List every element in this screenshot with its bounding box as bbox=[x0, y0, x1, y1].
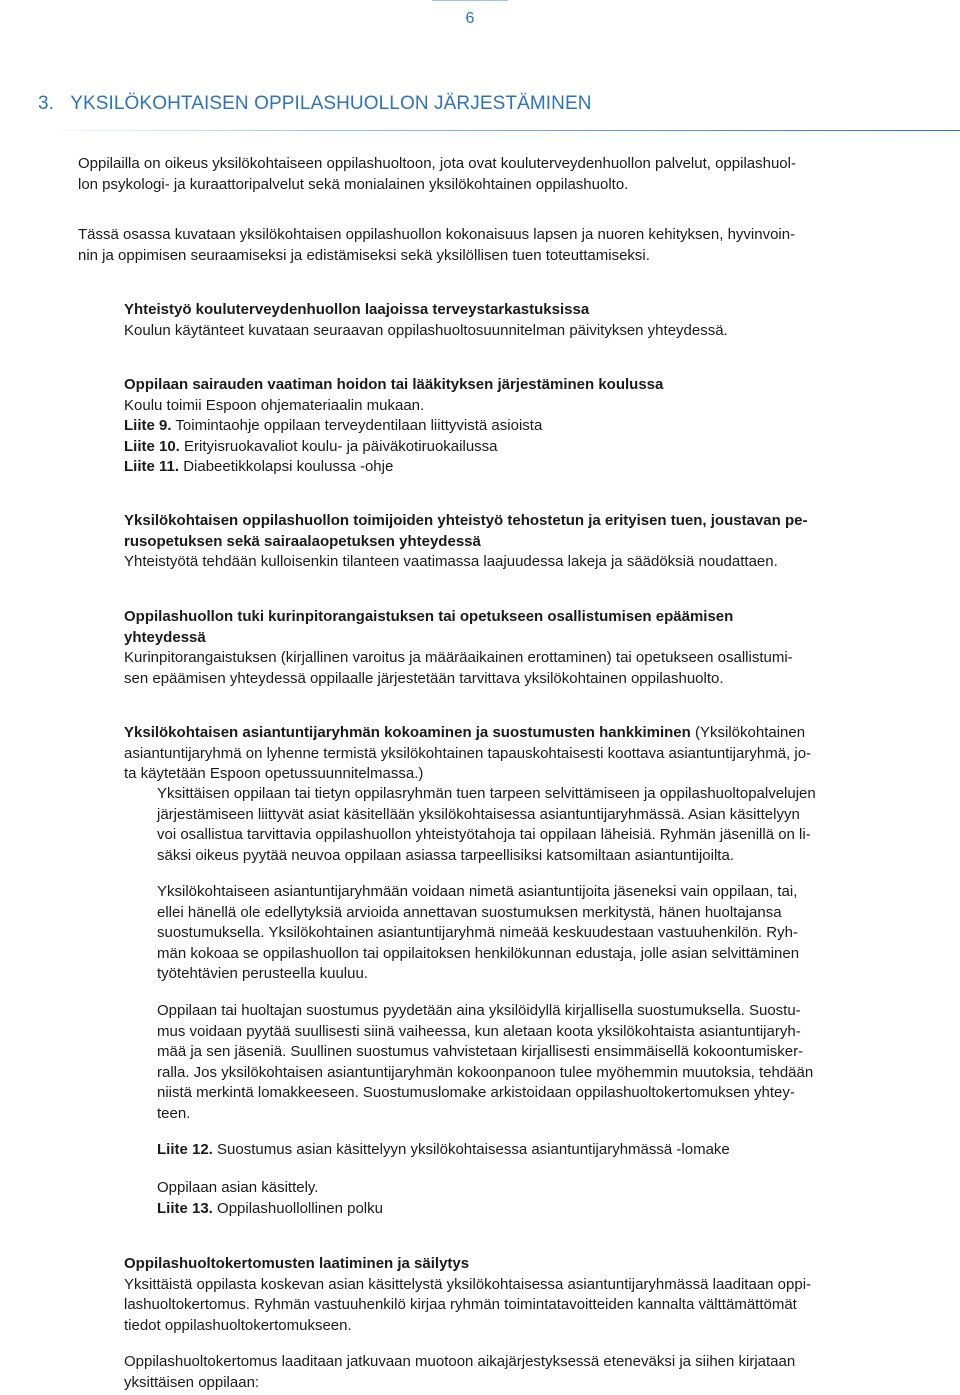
section-title: YKSILÖKOHTAISEN OPPILASHUOLLON JÄRJESTÄMINEN bbox=[70, 93, 592, 114]
text-line: säksi oikeus pyytää neuvoa oppilaan asiassa tarpeellisiksi katsomiltaan asiantuntijoilta. bbox=[157, 846, 734, 864]
subsection-title: Oppilaan sairauden vaatiman hoidon tai lääkityksen järjestäminen koulussa bbox=[124, 376, 664, 393]
subsection-title: Oppilashuoltokertomusten laatiminen ja säilytys bbox=[124, 1255, 470, 1272]
text-line: ralla. Jos yksilökohtaisen asiantuntijaryhmän kokoonpanoon tulee myöhemmin muutoksia, tehdään bbox=[157, 1063, 814, 1081]
appendix-label: Liite 13. bbox=[157, 1199, 213, 1217]
expert-group-paragraph-3 bbox=[157, 1001, 927, 1124]
section-cooperation bbox=[124, 511, 954, 573]
text-line: Oppilaan tai huoltajan suostumus pyydetään aina yksilöidyllä kirjallisella suostumuksella. Suostu- bbox=[157, 1002, 801, 1019]
page-number: 6 bbox=[432, 0, 508, 30]
subsection-text: Koulun käytänteet kuvataan seuraavan oppilashuoltosuunnitelman päivityksen yhteydessä. bbox=[124, 321, 728, 339]
text-line: lashuoltokertomus. Ryhmän vastuuhenkilö kirjaa ryhmän toimintatavoitteiden kannalta välttämättömät bbox=[124, 1296, 797, 1313]
expert-group-paragraph-1 bbox=[157, 784, 927, 866]
appendix-text: Oppilashuollollinen polku bbox=[212, 1199, 383, 1217]
text-line: työtehtävien perusteella kuuluu. bbox=[157, 965, 368, 982]
appendix-text: Erityisruokavaliot koulu- ja päiväkotiruokailussa bbox=[179, 437, 498, 455]
appendix-12 bbox=[157, 1140, 927, 1161]
subsection-text: asiantuntijaryhmä on lyhenne termistä yksilökohtainen tapauskohtaisesti koottava asiantuntijaryhmä, jo- bbox=[124, 744, 812, 762]
section-expert-group bbox=[124, 723, 954, 785]
text-line: Yksilökohtaiseen asiantuntijaryhmään voidaan nimetä asiantuntijoita jäseneksi vain oppilaan, tai, bbox=[157, 883, 798, 900]
text-line: lon psykologi- ja kuraattoripalvelut sekä monialainen yksilökohtainen oppilashuolto. bbox=[78, 175, 629, 193]
subsection-title: Yhteistyö kouluterveydenhuollon laajoissa terveystarkastuksissa bbox=[124, 301, 590, 318]
subsection-text: Kurinpitorangaistuksen (kirjallinen varoitus ja määräaikainen erottaminen) tai opetukseen osallistumi- bbox=[124, 649, 793, 666]
text-line: niistä merkintä lomakkeeseen. Suostumuslomake arkistoidaan oppilashuoltokertomuksen yhtey- bbox=[157, 1084, 795, 1101]
text-line: nin ja oppimisen seuraamiseksi ja edistämiseksi sekä yksilöllisen tuen toteuttamiseksi. bbox=[78, 246, 650, 264]
subsection-title: Oppilashuollon tuki kurinpitorangaistuksen tai opetukseen osallistumisen epäämisen bbox=[124, 608, 734, 625]
subsection-text: Yhteistyötä tehdään kulloisenkin tilanteen vaatimassa laajuudessa lakeja ja säädöksiä noudattaen. bbox=[124, 553, 778, 570]
intro-paragraph-2 bbox=[78, 225, 908, 266]
subsection-title: Yksilökohtaisen asiantuntijaryhmän kokoaminen ja suostumusten hankkiminen bbox=[124, 724, 691, 741]
section-medication bbox=[124, 375, 954, 478]
text-line: järjestämiseen liittyvät asiat käsitellään yksilökohtaisessa asiantuntijaryhmässä. Asian käsittelyyn bbox=[157, 805, 800, 823]
section-heading bbox=[38, 94, 592, 115]
text-line: ellei hänellä ole edellytyksiä arvioida annettavan suostumuksen merkitystä, hänen huoltajansa bbox=[157, 903, 782, 921]
intro-paragraph-1 bbox=[78, 154, 908, 195]
section-discipline bbox=[124, 607, 954, 689]
text-line: män kokoaa se oppilashuollon tai oppilaitoksen henkilökunnan edustaja, jolle asian selvittäminen bbox=[157, 944, 800, 962]
appendix-label: Liite 10. bbox=[124, 437, 180, 455]
text-line: mus voidaan pyytää suullisesti siinä vaiheessa, kun aletaan koota yksilökohtaista asiantuntijaryh- bbox=[157, 1022, 801, 1040]
appendix-text: Diabeetikkolapsi koulussa -ohje bbox=[179, 458, 394, 475]
subsection-text: (Yksilökohtainen bbox=[690, 724, 806, 741]
text-line: Tässä osassa kuvataan yksilökohtaisen oppilashuollon kokonaisuus lapsen ja nuoren kehityksen, hyvinvoin- bbox=[78, 226, 796, 243]
text-line: Oppilaan asian käsittely. bbox=[157, 1179, 319, 1196]
text-line: Oppilailla on oikeus yksilökohtaiseen oppilashuoltoon, jota ovat kouluterveydenhuollon palvelut, oppilashuol- bbox=[78, 155, 796, 172]
appendix-text: Suostumus asian käsittelyyn yksilökohtaisessa asiantuntijaryhmässä -lomake bbox=[212, 1141, 730, 1158]
subsection-title: Yksilökohtaisen oppilashuollon toimijoiden yhteistyö tehostetun ja erityisen tuen, joustavan pe- bbox=[124, 512, 808, 529]
heading-rule bbox=[38, 130, 960, 131]
expert-group-paragraph-2 bbox=[157, 882, 927, 985]
appendix-11 bbox=[124, 457, 954, 478]
text-line: mää ja sen jäseniä. Suullinen suostumus vahvistetaan kirjallisesti ensimmäisellä kokoontumisker- bbox=[157, 1043, 804, 1060]
subsection-text: Koulu toimii Espoon ohjemateriaalin mukaan. bbox=[124, 396, 425, 414]
text-line: Yksittäisen oppilaan tai tietyn oppilasryhmän tuen tarpeen selvittämiseen ja oppilashuoltopalvelujen bbox=[157, 785, 816, 802]
section-health-checkups bbox=[124, 300, 954, 341]
subsection-title: rusopetuksen sekä sairaalaopetuksen yhteydessä bbox=[124, 532, 481, 550]
appendix-13 bbox=[157, 1199, 927, 1220]
subsection-text: ta käytetään Espoon opetussuunnitelmassa.) bbox=[124, 765, 424, 782]
appendix-label: Liite 12. bbox=[157, 1141, 213, 1158]
appendix-label: Liite 9. bbox=[124, 417, 172, 434]
subsection-title: yhteydessä bbox=[124, 628, 206, 646]
section-number: 3. bbox=[38, 93, 55, 114]
text-line: yksittäisen oppilaan: bbox=[124, 1373, 260, 1391]
text-line: voi osallistua tarvittavia oppilashuollon yhteistyötahoja tai oppilaan läheisiä. Ryhmän jäsenillä on li- bbox=[157, 826, 811, 843]
text-line: teen. bbox=[157, 1104, 191, 1122]
section-records bbox=[124, 1254, 954, 1336]
appendix-9 bbox=[124, 416, 954, 437]
records-paragraph-2 bbox=[124, 1352, 954, 1393]
text-line: tiedot oppilashuoltokertomukseen. bbox=[124, 1316, 352, 1334]
appendix-10 bbox=[124, 437, 954, 458]
text-line: Oppilashuoltokertomus laaditaan jatkuvaan muotoon aikajärjestyksessä eteneväksi ja siihen kirjataan bbox=[124, 1353, 796, 1370]
text-line: suostumuksella. Yksilökohtainen asiantuntijaryhmä nimeää keskuudestaan vastuuhenkilön. Ryh- bbox=[157, 924, 798, 941]
text-line: Yksittäistä oppilasta koskevan asian käsittelystä yksilökohtaisessa asiantuntijaryhmässä laaditaan oppi- bbox=[124, 1275, 812, 1293]
subsection-text: sen epäämisen yhteydessä oppilaalle järjestetään tarvittava yksilökohtainen oppilashuolto. bbox=[124, 669, 724, 687]
appendix-text: Toimintaohje oppilaan terveydentilaan liittyvistä asioista bbox=[171, 417, 543, 434]
case-handling bbox=[157, 1178, 927, 1219]
appendix-label: Liite 11. bbox=[124, 458, 180, 475]
